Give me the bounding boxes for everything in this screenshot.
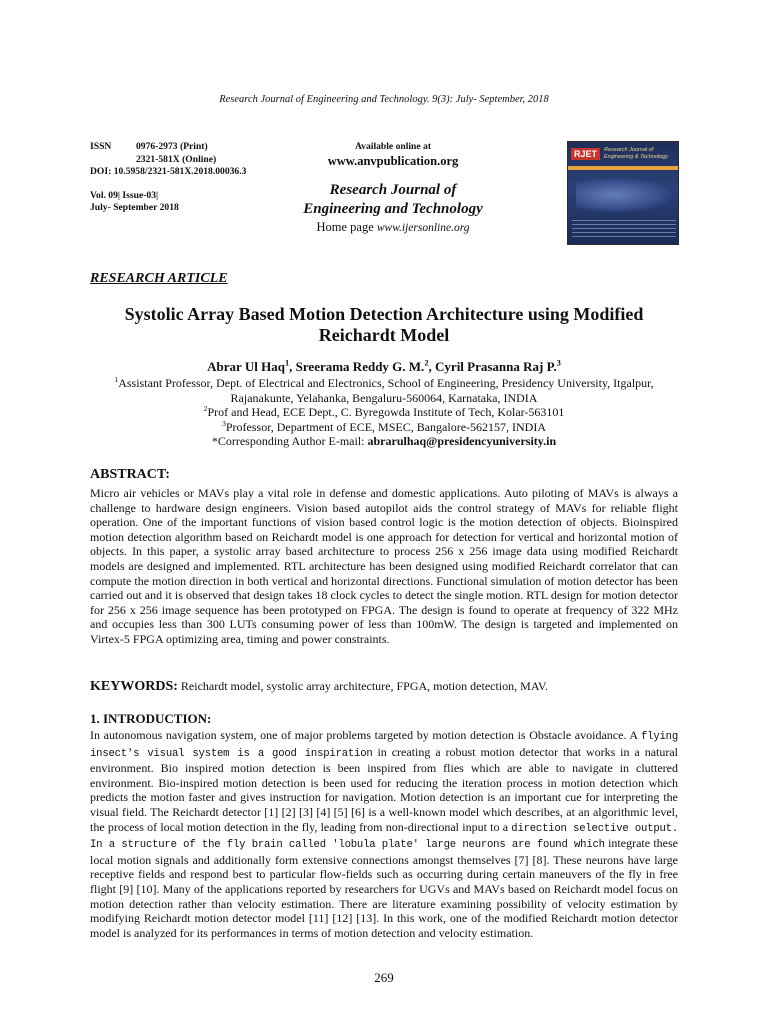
affiliations bbox=[90, 376, 678, 449]
abstract-heading: ABSTRACT: bbox=[90, 467, 170, 482]
affiliation-1-cont: Rajanakunte, Yelahanka, Bengaluru-560064, Karnataka, INDIA bbox=[230, 390, 538, 405]
issn-label: ISSN bbox=[90, 141, 112, 152]
author-sup: 2 bbox=[424, 357, 429, 368]
author-name: Cyril Prasanna Raj P. bbox=[435, 359, 557, 374]
issn-print: 0976-2973 (Print) bbox=[136, 141, 208, 152]
volume-issue: Vol. 09| Issue-03| bbox=[90, 189, 159, 201]
journal-cover-image bbox=[567, 141, 679, 245]
keywords-label: KEYWORDS: bbox=[90, 679, 178, 694]
keywords-line bbox=[90, 679, 678, 695]
author-list: Abrar Ul Haq$^1$, Sreerama Reddy G. M.$^2$, Cyril Prasanna Raj P.$^3$ bbox=[207, 357, 561, 374]
page-number: 269 bbox=[374, 970, 394, 985]
homepage-label: Home page bbox=[316, 220, 374, 234]
publication-period: July- September 2018 bbox=[90, 202, 179, 213]
introduction-heading: 1. INTRODUCTION: bbox=[90, 711, 212, 726]
affiliation-1: $^1$Assistant Professor, Dept. of Electrical and Electronics, School of Engineering, Presidency University, Itgalpur, bbox=[114, 375, 654, 390]
paper-title: Systolic Array Based Motion Detection Architecture using Modified Reichardt Model bbox=[124, 304, 644, 345]
abstract-text: Micro air vehicles or MAVs play a vital role in defense and domestic applications. Auto piloting of MAVs is always a challenge to hardware design engineers. Vision based autopilot aids the control strategy of MAVs for reliable flight operation. One of the important functions of vision based control logic is the motion detection of objects. Bioinspired motion detection algorithm based on Reichardt model is one approach for detection for vertical and horizontal motion of objects. In this paper, a systolic array based architecture to process 256 x 256 image data using modified Reichardt models are designed and implemented. RTL architecture has been designed using modified Reichardt correlator that can compute the motion direction in both vertical and horizontal directions. Functional simulation of motion detector has been carried out and it is observed that design takes 18 clock cycles to detect the single motion. RTL design for motion detector for 256 x 256 image sequence has been prototyped on FPGA. The design is found to operate at frequency of 322 MHz and occupies less than 300 LUTs consuming power of less than 100mW. The design is targeted and implemented on Virtex-5 FPGA optimizing area, timing and power constraints. bbox=[90, 486, 678, 646]
issn-online: 2321-581X (Online) bbox=[136, 153, 217, 165]
keywords-text: Reichardt model, systolic array architecture, FPGA, motion detection, MAV. bbox=[177, 679, 549, 693]
author-sup: 1 bbox=[284, 357, 290, 368]
available-online-label: Available online at bbox=[354, 141, 432, 152]
cover-title: Research Journal of Engineering & Technology bbox=[604, 147, 669, 160]
cover-band bbox=[568, 166, 679, 170]
journal-name: Research Journal of Engineering and Technology bbox=[303, 182, 483, 217]
introduction-text: In autonomous navigation system, one of major problems targeted by motion detection is Obstacle avoidance. A flying insect's visual system is a good inspiration in creating a robust motion detector that works in a natural environment. Bio inspired motion detection is been inspired from flies which are able to navigate in cluttered environment. Bio-inspired motion detection is been used for reducing the iteration process in motion detection which predicts the motion faster and gives instruction for navigation. Motion detection is an important cue for interpreting the visual field. The Reichardt detector [1] [2] [3] [4] [5] [6] is a well-known model which describes, at an algorithmic level, the process of local motion detection in the fly, leading from non-directional input to a direction selective output. In a structure of the fly brain called 'lobula plate' large neurons are found which integrate these local motion signals and additionally form extensive connections amongst themselves [7] [8]. These neurons have large receptive fields and respond best to particular flow-fields such as occurring during certain maneuvers of the fly in free flight [9] [10]. Many of the applications reported by researchers for UGVs and MAVs based on Reichardt model focus on motion detection rather than velocity estimation. There are literature examining possibility of velocity estimation by modifying Reichardt motion detector model [11] [12] [13]. In this work, one of the modified Reichardt motion detector model is analyzed for its performances in terms of motion detection and velocity estimation. bbox=[90, 728, 679, 940]
publisher-site-link[interactable]: www.anvpublication.org bbox=[327, 154, 459, 168]
article-type-label: RESEARCH ARTICLE bbox=[90, 271, 228, 286]
affiliation-2: $^2$Prof and Head, ECE Dept., C. Byregowda Institute of Tech, Kolar-563101 bbox=[203, 404, 565, 420]
journal-meta bbox=[90, 141, 246, 215]
author-sup: 3 bbox=[556, 357, 561, 368]
author-name: Abrar Ul Haq bbox=[207, 359, 285, 374]
running-head: Research Journal of Engineering and Technology. 9(3): July- September, 2018 bbox=[219, 94, 549, 105]
cover-text-lines bbox=[572, 220, 676, 238]
publisher-block bbox=[270, 141, 516, 235]
doi: DOI: 10.5958/2321-581X.2018.00036.3 bbox=[90, 166, 247, 177]
monospace-phrase: direction selective output. In a structure of the fly brain called 'lobula plate' large neurons are found which bbox=[90, 822, 678, 852]
cover-artwork bbox=[576, 178, 672, 212]
author-name: Sreerama Reddy G. M. bbox=[295, 359, 425, 374]
corresponding-email-link[interactable]: abrarulhaq@presidencyuniversity.in bbox=[367, 434, 557, 449]
journal-logo: RJET bbox=[571, 148, 600, 160]
corresponding-author: *Corresponding Author E-mail: abrarulhaq@presidencyuniversity.in bbox=[211, 434, 557, 449]
affiliation-3: $^3$Professor, Department of ECE, MSEC, Bangalore-562157, INDIA bbox=[221, 418, 547, 434]
homepage-link[interactable]: www.ijersonline.org bbox=[376, 222, 470, 234]
homepage-line bbox=[270, 220, 516, 235]
monospace-phrase: flying insect's visual system is a good inspiration bbox=[90, 731, 678, 760]
